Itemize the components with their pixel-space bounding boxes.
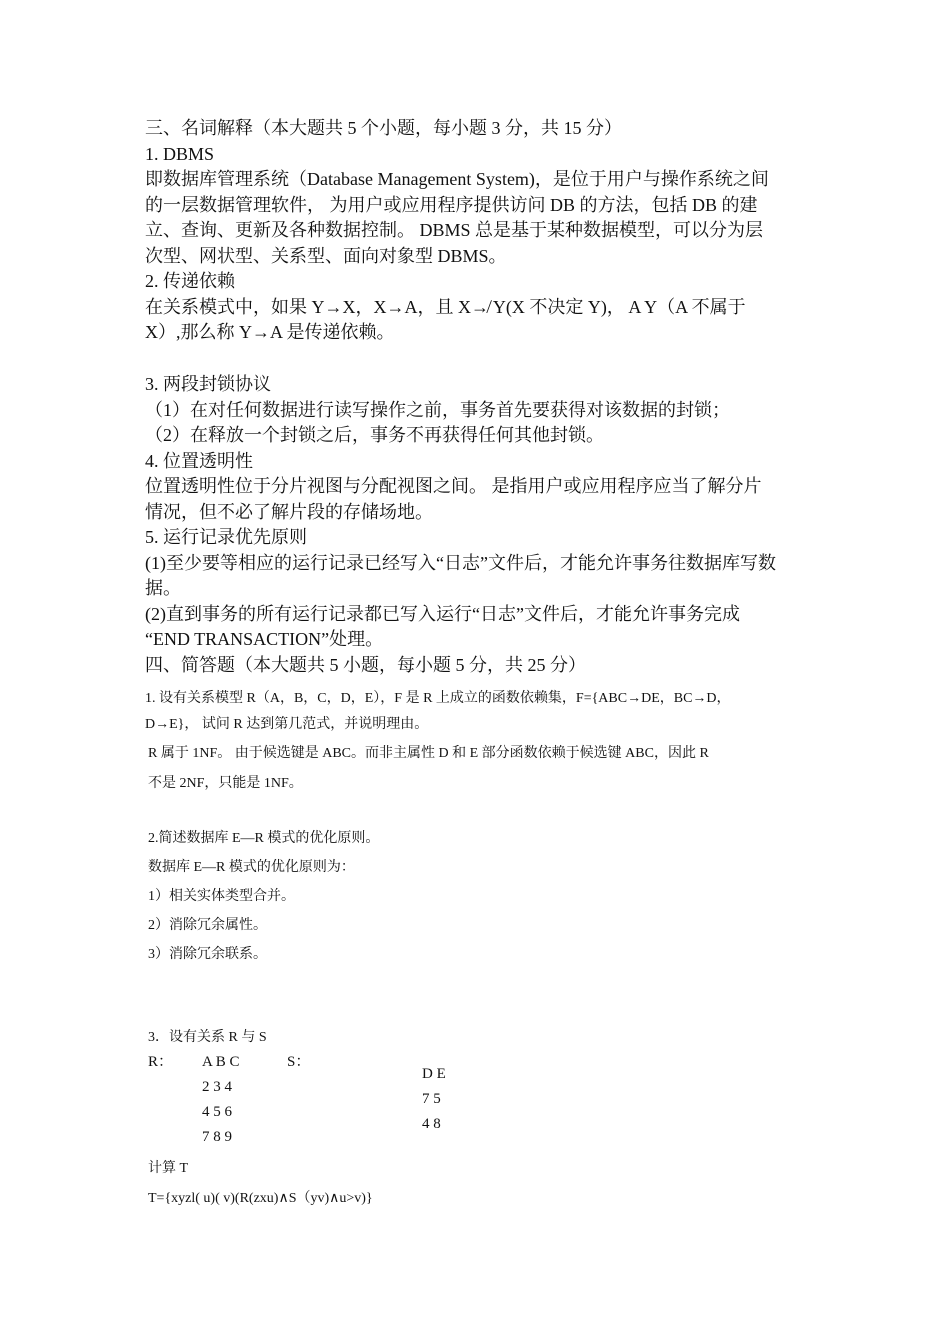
term-4-title: 4. 位置透明性 — [145, 450, 253, 471]
answer-line: R 属于 1NF。 由于候选键是 ABC。而非主属性 D 和 E 部分函数依赖于候选键 ABC，因此 R — [148, 746, 709, 761]
relation-s — [422, 1062, 446, 1137]
section-3-terms-continued — [145, 372, 815, 678]
relation-r — [202, 1050, 240, 1150]
term-1-line: 即数据库管理系统（Database Management System)，是位于用户与操作系统之间 — [145, 169, 769, 189]
question-1-line: D→E}， 试问 R 达到第几范式，并说明理由。 — [145, 717, 429, 732]
question-2-line: 数据库 E—R 模式的优化原则为： — [148, 860, 355, 875]
question-2 — [148, 824, 818, 969]
relation-s-row: 4 8 — [422, 1116, 441, 1132]
relation-r-row: 2 3 4 — [202, 1079, 232, 1095]
term-4-line: 情况，但不必了解片段的存储场地。 — [145, 501, 433, 522]
term-5-line: (1)至少要等相应的运行记录已经写入“日志”文件后，才能允许事务往数据库写数 — [145, 552, 776, 573]
relation-s-header: D E — [422, 1066, 446, 1082]
term-4-line: 位置透明性位于分片视图与分配视图之间。 是指用户或应用程序应当了解分片 — [145, 476, 762, 496]
question-2-line: 1）相关实体类型合并。 — [148, 889, 295, 904]
question-1-answer — [148, 739, 818, 799]
term-5-line: “END TRANSACTION”处理。 — [145, 629, 384, 649]
section-3-heading: 三、名词解释（本大题共 5 个小题，每小题 3 分，共 15 分） — [145, 118, 622, 138]
relation-r-row: 7 8 9 — [202, 1129, 232, 1145]
section-4-heading: 四、简答题（本大题共 5 小题，每小题 5 分，共 25 分） — [145, 654, 586, 675]
question-1 — [145, 686, 815, 738]
term-1-title: 1. DBMS — [145, 143, 215, 164]
calc-label: 计算 T — [148, 1161, 189, 1176]
answer-line: 不是 2NF，只能是 1NF。 — [148, 776, 303, 791]
term-1-line: 立、查询、更新及各种数据控制。 DBMS 总是基于某种数据模型，可以分为层 — [145, 220, 764, 240]
question-2-line: 2）消除冗余属性。 — [148, 918, 267, 933]
term-5-title: 5. 运行记录优先原则 — [145, 527, 307, 547]
term-2-line: 在关系模式中，如果 Y→X，X→A，且 X↛ Y(X 不决定 Y)， A Y（A 不属于 — [145, 296, 746, 317]
term-5-line: (2)直到事务的所有运行记录都已写入运行“日志”文件后，才能允许事务完成 — [145, 603, 740, 624]
relation-r-header: A B C — [202, 1054, 240, 1070]
term-1-line: 次型、网状型、关系型、面向对象型 DBMS。 — [145, 245, 507, 266]
relation-r-row: 4 5 6 — [202, 1104, 232, 1120]
term-1-line: 的一层数据管理软件， 为用户或应用程序提供访问 DB 的方法，包括 DB 的建 — [145, 194, 758, 215]
question-3-title: 3．设有关系 R 与 S — [148, 1030, 267, 1045]
term-2-title: 2. 传递依赖 — [145, 271, 235, 291]
term-3-line: （2）在释放一个封锁之后，事务不再获得任何其他封锁。 — [145, 425, 604, 445]
relation-r-label: R： — [148, 1054, 174, 1070]
term-5-line: 据。 — [145, 578, 181, 598]
formula: T={xyzl( u)( v)(R(zxu)∧S（yv)∧u>v)} — [148, 1191, 373, 1206]
relation-s-label: S： — [287, 1054, 311, 1070]
term-2-line: X）,那么称 Y→A 是传递依赖。 — [145, 322, 395, 342]
term-3-line: （1）在对任何数据进行读写操作之前，事务首先要获得对该数据的封锁； — [145, 399, 730, 420]
section-3-terms — [145, 116, 815, 346]
question-2-line: 2.简述数据库 E—R 模式的优化原则。 — [148, 831, 380, 846]
relation-s-row: 7 5 — [422, 1091, 441, 1107]
term-3-title: 3. 两段封锁协议 — [145, 374, 271, 394]
question-2-line: 3）消除冗余联系。 — [148, 947, 267, 962]
question-1-line: 1. 设有关系模型 R（A，B，C，D，E），F 是 R 上成立的函数依赖集，F={ABC→DE，BC→D， — [145, 691, 731, 706]
